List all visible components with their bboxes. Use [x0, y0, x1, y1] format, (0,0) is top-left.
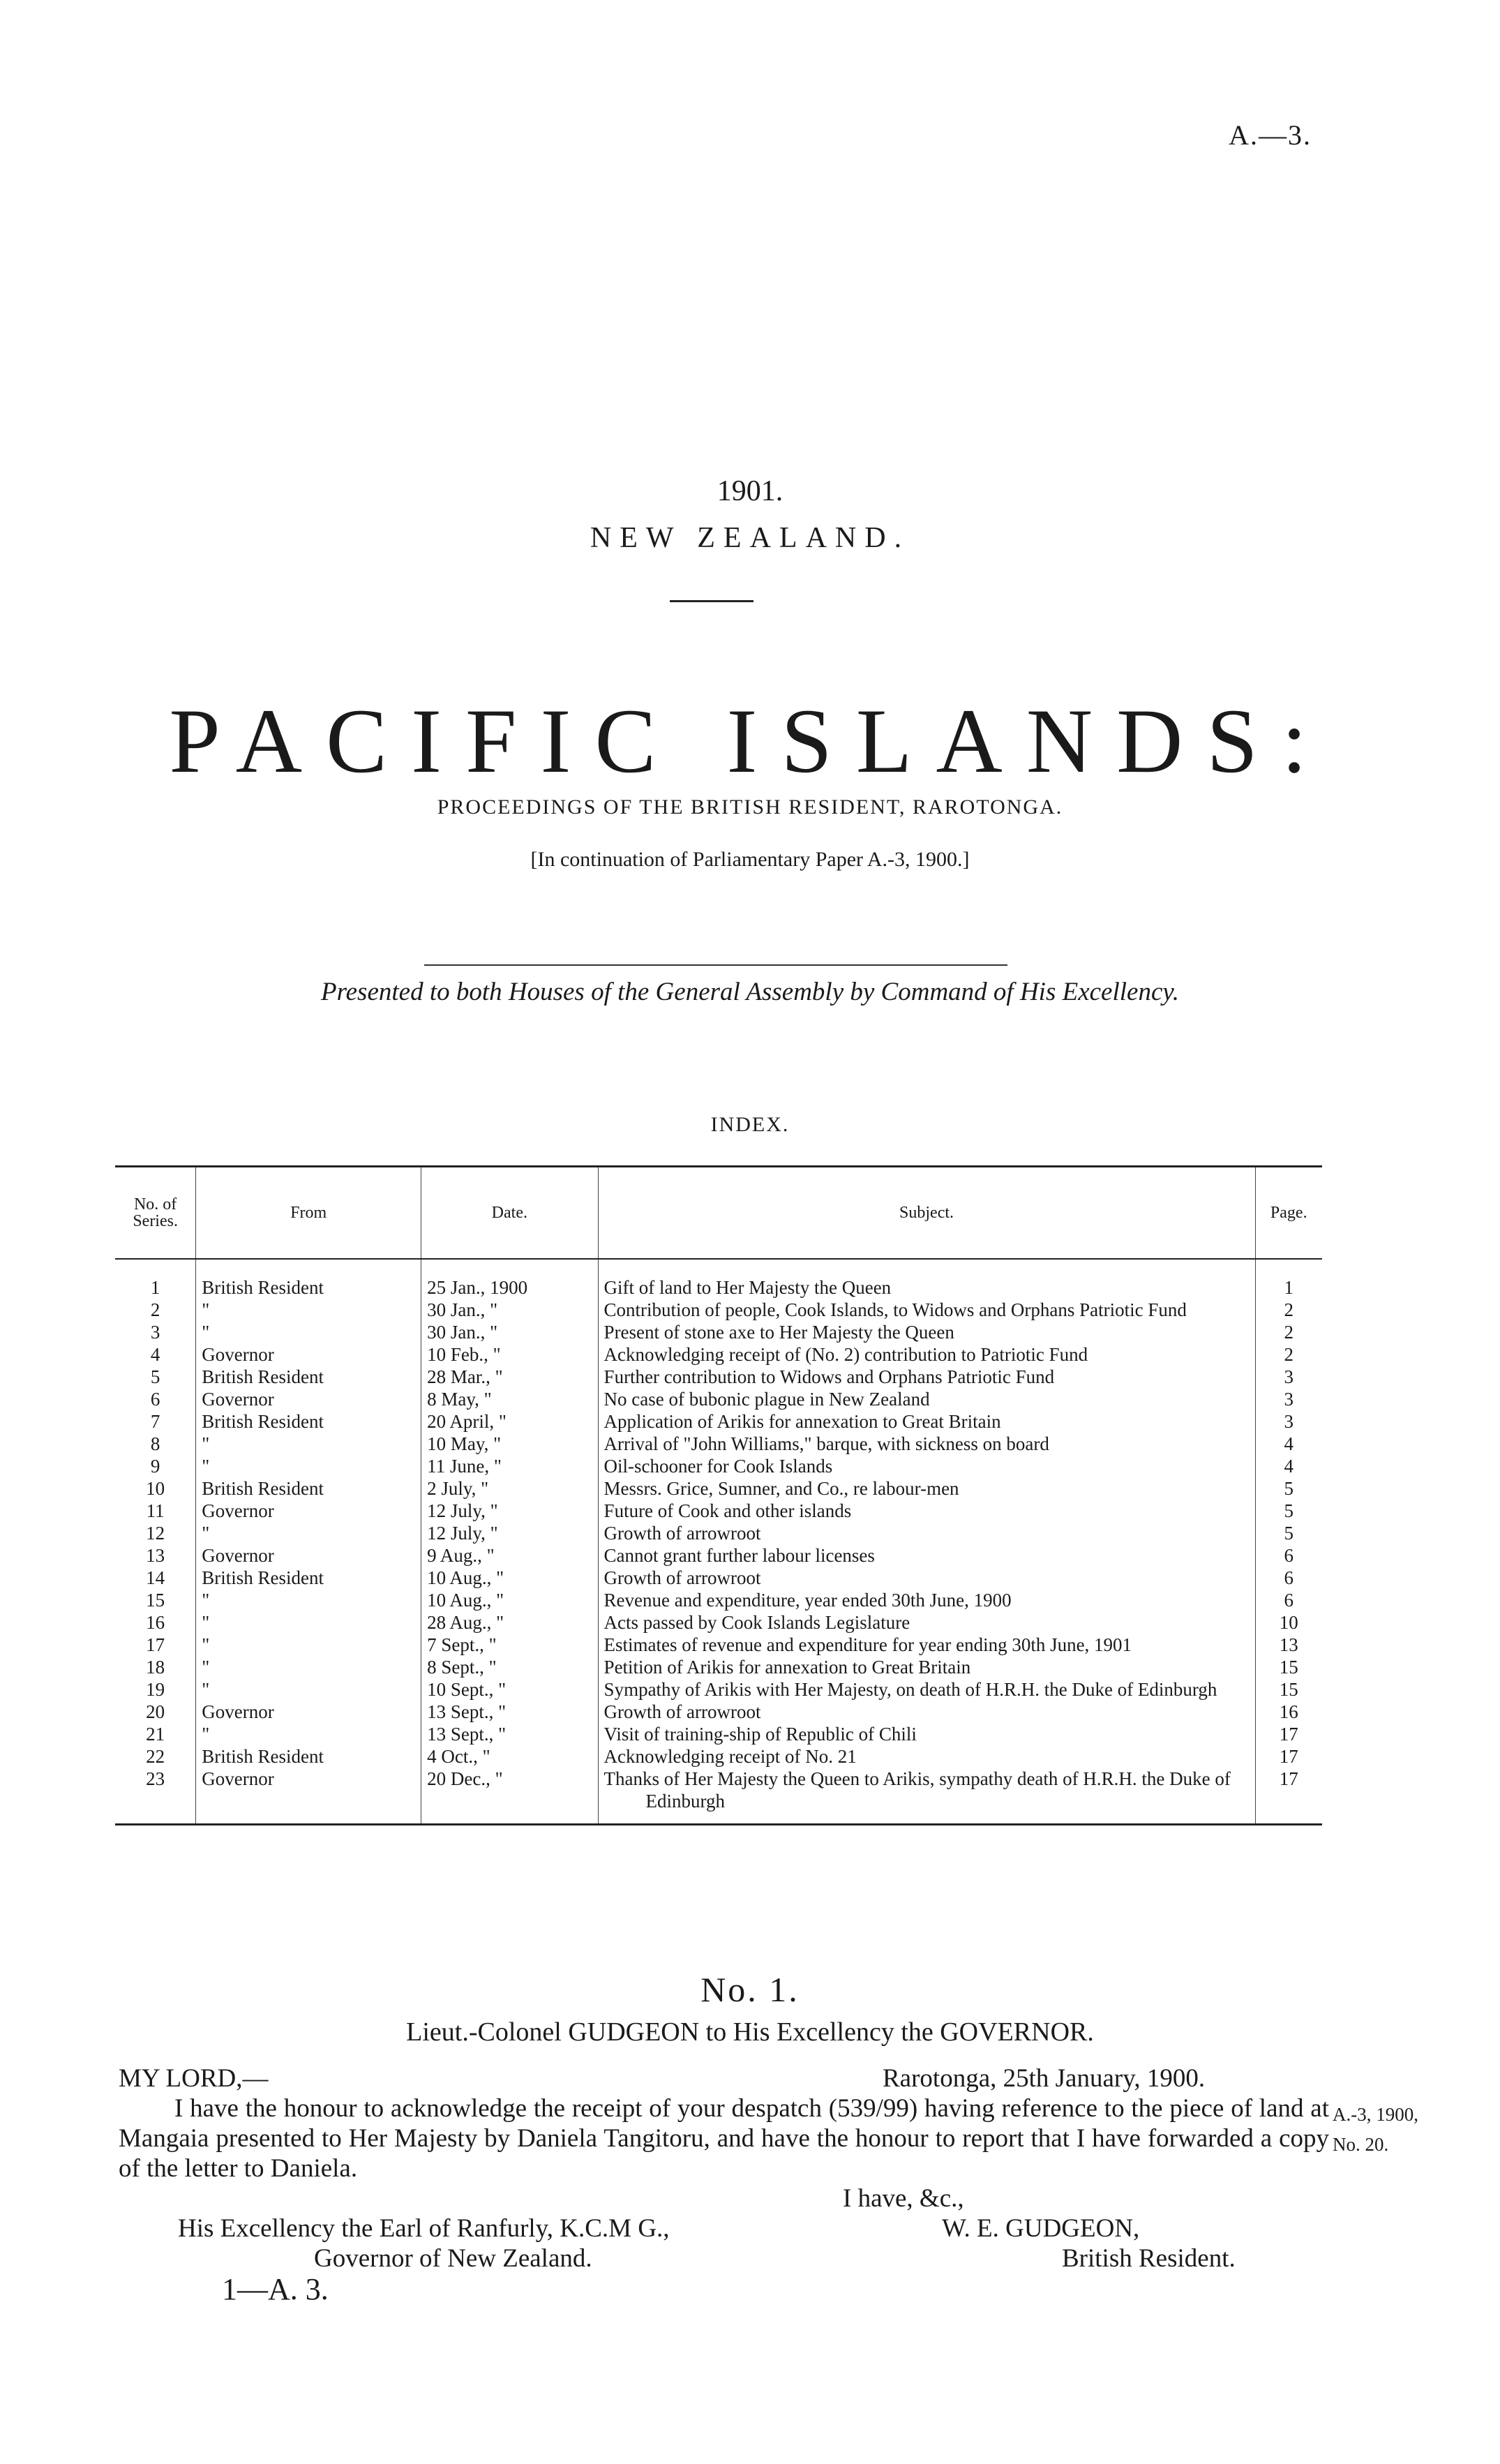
- cell-subject-text: Sympathy of Arikis with Her Majesty, on death of H.R.H. the Duke of Edinburgh: [603, 1679, 1217, 1700]
- cell-subject-text: Acts passed by Cook Islands Legislature: [603, 1612, 910, 1633]
- cell-no-text: 13: [146, 1545, 165, 1566]
- table-row: [115, 1388, 1322, 1410]
- table-row: [115, 1723, 1322, 1745]
- table-header-row: [115, 1167, 1322, 1260]
- cell-page-text: 4: [1284, 1456, 1293, 1477]
- cell-date-text: 8 Sept., ": [427, 1657, 497, 1678]
- cell-page-text: 2: [1284, 1299, 1293, 1320]
- cell-date-text: 2 July, ": [427, 1478, 489, 1499]
- table-row: [115, 1299, 1322, 1321]
- cell-subject: [598, 1522, 1255, 1544]
- cell-subject: [598, 1455, 1255, 1477]
- cell-subject: [598, 1259, 1255, 1299]
- cell-from-text: Governor: [202, 1389, 274, 1410]
- cell-page-text: 6: [1284, 1567, 1293, 1588]
- cell-page: [1255, 1366, 1322, 1388]
- letter-body: I have the honour to acknowledge the receipt of your despatch (539/99) having reference to the piece of land at Mangaia presented to Her Majesty by Daniela Tangitoru, and have the honour to report that I have forwarded a copy of the letter to Daniela.: [119, 2094, 1329, 2183]
- cell-page-text: 17: [1279, 1768, 1298, 1789]
- cell-page: [1255, 1455, 1322, 1477]
- cell-no-text: 11: [146, 1500, 165, 1521]
- index-table-body: [115, 1259, 1322, 1825]
- cell-subject: [598, 1768, 1255, 1825]
- column-header-page: Page.: [1255, 1167, 1322, 1260]
- divider: [424, 964, 1007, 966]
- cell-subject: [598, 1745, 1255, 1768]
- cell-no-text: 7: [150, 1411, 160, 1432]
- signature: W. E. GUDGEON,: [942, 2214, 1140, 2243]
- cell-subject-text: No case of bubonic plague in New Zealand: [603, 1389, 930, 1410]
- cell-from-text: British Resident: [202, 1277, 324, 1298]
- cell-page-text: 3: [1284, 1411, 1293, 1432]
- cell-subject-text: Visit of training-ship of Republic of Chili: [603, 1724, 917, 1745]
- cell-date-text: 30 Jan., ": [427, 1299, 498, 1320]
- year: 1901.: [717, 475, 783, 507]
- cell-date-text: 4 Oct., ": [427, 1746, 490, 1767]
- cell-date: [421, 1477, 598, 1500]
- cell-from: [196, 1388, 421, 1410]
- table-row: [115, 1656, 1322, 1678]
- cell-from-text: Governor: [202, 1701, 274, 1722]
- cell-from-text: British Resident: [202, 1567, 324, 1588]
- index-table: [115, 1165, 1322, 1825]
- cell-subject-text: Acknowledging receipt of (No. 2) contribution to Patriotic Fund: [603, 1344, 1088, 1365]
- cell-subject: [598, 1611, 1255, 1634]
- cell-date-text: 11 June, ": [427, 1456, 502, 1477]
- cell-date: [421, 1678, 598, 1701]
- cell-no-text: 16: [146, 1612, 165, 1633]
- table-row: [115, 1678, 1322, 1701]
- cell-no: [115, 1343, 196, 1366]
- letter-closing: I have, &c.,: [843, 2184, 964, 2213]
- letter-number: No. 1.: [700, 1970, 800, 2009]
- cell-subject-text: Estimates of revenue and expenditure for year ending 30th June, 1901: [603, 1634, 1132, 1655]
- cell-page-text: 3: [1284, 1389, 1293, 1410]
- cell-subject: [598, 1589, 1255, 1611]
- cell-subject-text: Messrs. Grice, Sumner, and Co., re labour-men: [603, 1478, 959, 1499]
- cell-page: [1255, 1321, 1322, 1343]
- cell-date-text: 30 Jan., ": [427, 1322, 498, 1343]
- table-row: [115, 1701, 1322, 1723]
- cell-page: [1255, 1343, 1322, 1366]
- cell-no-text: 20: [146, 1701, 165, 1722]
- cell-from: [196, 1634, 421, 1656]
- cell-subject: [598, 1678, 1255, 1701]
- cell-date-text: 10 Aug., ": [427, 1567, 504, 1588]
- cell-page-text: 3: [1284, 1366, 1293, 1387]
- cell-no-text: 1: [150, 1277, 160, 1298]
- table-row: [115, 1768, 1322, 1825]
- table-row: [115, 1366, 1322, 1388]
- cell-date-text: 13 Sept., ": [427, 1724, 507, 1745]
- cell-from: [196, 1678, 421, 1701]
- cell-subject-text: Revenue and expenditure, year ended 30th June, 1900: [603, 1590, 1012, 1611]
- cell-no-text: 5: [150, 1366, 160, 1387]
- cell-from: [196, 1567, 421, 1589]
- cell-date: [421, 1366, 598, 1388]
- cell-from: [196, 1701, 421, 1723]
- cell-subject-text: Cannot grant further labour licenses: [603, 1545, 875, 1566]
- cell-date: [421, 1701, 598, 1723]
- cell-subject: [598, 1701, 1255, 1723]
- cell-from: [196, 1259, 421, 1299]
- table-row: [115, 1455, 1322, 1477]
- cell-page-text: 6: [1284, 1545, 1293, 1566]
- cell-subject: [598, 1366, 1255, 1388]
- cell-page-text: 1: [1284, 1277, 1293, 1298]
- cell-from-text: ": [202, 1634, 210, 1655]
- cell-date: [421, 1455, 598, 1477]
- cell-from: [196, 1321, 421, 1343]
- cell-page-text: 16: [1279, 1701, 1298, 1722]
- cell-no: [115, 1656, 196, 1678]
- cell-page: [1255, 1745, 1322, 1768]
- cell-date: [421, 1723, 598, 1745]
- cell-date-text: 13 Sept., ": [427, 1701, 507, 1722]
- cell-date-text: 10 May, ": [427, 1433, 502, 1454]
- cell-from-text: ": [202, 1523, 210, 1544]
- cell-page-text: 13: [1279, 1634, 1298, 1655]
- cell-page: [1255, 1544, 1322, 1567]
- cell-no: [115, 1500, 196, 1522]
- country-heading: NEW ZEALAND.: [590, 522, 910, 554]
- cell-no-text: 15: [146, 1590, 165, 1611]
- divider: [670, 600, 753, 602]
- cell-page: [1255, 1500, 1322, 1522]
- cell-page: [1255, 1678, 1322, 1701]
- cell-from: [196, 1544, 421, 1567]
- cell-date-text: 12 July, ": [427, 1523, 498, 1544]
- cell-date: [421, 1656, 598, 1678]
- cell-no: [115, 1433, 196, 1455]
- cell-from-text: ": [202, 1456, 210, 1477]
- cell-page-text: 10: [1279, 1612, 1298, 1633]
- table-row: [115, 1321, 1322, 1343]
- cell-date-text: 10 Feb., ": [427, 1344, 501, 1365]
- cell-subject-text: Application of Arikis for annexation to Great Britain: [603, 1411, 1001, 1432]
- cell-no: [115, 1455, 196, 1477]
- cell-subject-text: Growth of arrowroot: [603, 1567, 761, 1588]
- table-row: [115, 1259, 1322, 1299]
- cell-date-text: 28 Mar., ": [427, 1366, 503, 1387]
- cell-subject: [598, 1567, 1255, 1589]
- cell-from-text: British Resident: [202, 1478, 324, 1499]
- cell-subject-text: Thanks of Her Majesty the Queen to Arikis, sympathy death of H.R.H. the Duke of Edinburgh: [603, 1768, 1231, 1812]
- table-row: [115, 1477, 1322, 1500]
- column-header-date: Date.: [421, 1167, 598, 1260]
- cell-page: [1255, 1299, 1322, 1321]
- cell-from-text: ": [202, 1322, 210, 1343]
- cell-page: [1255, 1723, 1322, 1745]
- margin-reference: [1333, 2100, 1418, 2160]
- cell-date-text: 9 Aug., ": [427, 1545, 495, 1566]
- cell-page-text: 2: [1284, 1344, 1293, 1365]
- cell-date-text: 8 May, ": [427, 1389, 492, 1410]
- cell-no-text: 12: [146, 1523, 165, 1544]
- cell-date: [421, 1410, 598, 1433]
- cell-from: [196, 1611, 421, 1634]
- addressee-line-2: Governor of New Zealand.: [314, 2244, 592, 2273]
- column-header-no: No. of Series.: [115, 1167, 196, 1260]
- cell-subject-text: Acknowledging receipt of No. 21: [603, 1746, 857, 1767]
- cell-no: [115, 1589, 196, 1611]
- cell-date: [421, 1259, 598, 1299]
- cell-date: [421, 1343, 598, 1366]
- cell-subject-text: Future of Cook and other islands: [603, 1500, 852, 1521]
- cell-date: [421, 1321, 598, 1343]
- cell-from: [196, 1522, 421, 1544]
- index-heading: INDEX.: [710, 1113, 790, 1136]
- document-subtitle: PROCEEDINGS OF THE BRITISH RESIDENT, RAROTONGA.: [437, 796, 1063, 819]
- cell-subject: [598, 1388, 1255, 1410]
- cell-from-text: Governor: [202, 1344, 274, 1365]
- cell-date-text: 10 Aug., ": [427, 1590, 504, 1611]
- cell-page: [1255, 1477, 1322, 1500]
- cell-from: [196, 1343, 421, 1366]
- cell-subject: [598, 1343, 1255, 1366]
- cell-page-text: 4: [1284, 1433, 1293, 1454]
- cell-from: [196, 1433, 421, 1455]
- cell-no-text: 17: [146, 1634, 165, 1655]
- cell-subject-text: Oil-schooner for Cook Islands: [603, 1456, 833, 1477]
- cell-subject: [598, 1656, 1255, 1678]
- cell-subject: [598, 1544, 1255, 1567]
- paper-code: A.—3.: [1229, 119, 1312, 151]
- table-row: [115, 1589, 1322, 1611]
- cell-no-text: 6: [150, 1389, 160, 1410]
- place-date: Rarotonga, 25th January, 1900.: [883, 2064, 1206, 2093]
- cell-page: [1255, 1410, 1322, 1433]
- cell-no: [115, 1701, 196, 1723]
- cell-page: [1255, 1611, 1322, 1634]
- cell-from-text: ": [202, 1612, 210, 1633]
- cell-page-text: 6: [1284, 1590, 1293, 1611]
- cell-page: [1255, 1634, 1322, 1656]
- table-row: [115, 1522, 1322, 1544]
- cell-date: [421, 1768, 598, 1825]
- cell-no-text: 8: [150, 1433, 160, 1454]
- cell-date: [421, 1500, 598, 1522]
- document-title: PACIFIC ISLANDS:: [169, 689, 1331, 792]
- cell-from-text: ": [202, 1299, 210, 1320]
- cell-from-text: Governor: [202, 1500, 274, 1521]
- table-row: [115, 1745, 1322, 1768]
- cell-subject: [598, 1723, 1255, 1745]
- cell-subject-text: Gift of land to Her Majesty the Queen: [603, 1277, 892, 1298]
- cell-date: [421, 1634, 598, 1656]
- cell-page: [1255, 1656, 1322, 1678]
- cell-from: [196, 1366, 421, 1388]
- cell-subject: [598, 1433, 1255, 1455]
- cell-from-text: British Resident: [202, 1366, 324, 1387]
- table-row: [115, 1544, 1322, 1567]
- cell-from-text: ": [202, 1724, 210, 1745]
- cell-from-text: British Resident: [202, 1746, 324, 1767]
- cell-no-text: 2: [150, 1299, 160, 1320]
- cell-page: [1255, 1522, 1322, 1544]
- cell-page: [1255, 1388, 1322, 1410]
- cell-no-text: 21: [146, 1724, 165, 1745]
- cell-subject: [598, 1321, 1255, 1343]
- cell-no: [115, 1678, 196, 1701]
- footer-page-ref: 1—A. 3.: [222, 2272, 329, 2306]
- cell-from: [196, 1723, 421, 1745]
- cell-from: [196, 1455, 421, 1477]
- cell-date-text: 10 Sept., ": [427, 1679, 507, 1700]
- cell-date-text: 12 July, ": [427, 1500, 498, 1521]
- cell-no-text: 3: [150, 1322, 160, 1343]
- presented-line: Presented to both Houses of the General Assembly by Command of His Excellency.: [321, 978, 1179, 1006]
- cell-from-text: ": [202, 1433, 210, 1454]
- table-row: [115, 1634, 1322, 1656]
- cell-date: [421, 1388, 598, 1410]
- table-row: [115, 1343, 1322, 1366]
- cell-subject-text: Further contribution to Widows and Orphans Patriotic Fund: [603, 1366, 1055, 1387]
- cell-from: [196, 1656, 421, 1678]
- cell-date: [421, 1544, 598, 1567]
- margin-reference-2: No. 20.: [1333, 2134, 1389, 2155]
- cell-no: [115, 1723, 196, 1745]
- cell-from-text: ": [202, 1679, 210, 1700]
- cell-date-text: 7 Sept., ": [427, 1634, 497, 1655]
- cell-from: [196, 1768, 421, 1825]
- margin-reference-1: A.-3, 1900,: [1333, 2104, 1418, 2125]
- cell-date: [421, 1611, 598, 1634]
- table-row: [115, 1567, 1322, 1589]
- cell-date: [421, 1745, 598, 1768]
- cell-subject: [598, 1299, 1255, 1321]
- cell-no-text: 14: [146, 1567, 165, 1588]
- cell-no: [115, 1745, 196, 1768]
- addressee-line-1: His Excellency the Earl of Ranfurly, K.C.M G.,: [178, 2214, 670, 2243]
- cell-page-text: 15: [1279, 1679, 1298, 1700]
- cell-no: [115, 1634, 196, 1656]
- table-row: [115, 1433, 1322, 1455]
- cell-subject: [598, 1410, 1255, 1433]
- cell-subject-text: Growth of arrowroot: [603, 1701, 761, 1722]
- cell-page: [1255, 1589, 1322, 1611]
- cell-subject-text: Present of stone axe to Her Majesty the Queen: [603, 1322, 954, 1343]
- cell-page: [1255, 1433, 1322, 1455]
- cell-date-text: 20 Dec., ": [427, 1768, 503, 1789]
- cell-no: [115, 1768, 196, 1825]
- cell-no: [115, 1611, 196, 1634]
- cell-no-text: 10: [146, 1478, 165, 1499]
- cell-no-text: 4: [150, 1344, 160, 1365]
- cell-subject: [598, 1634, 1255, 1656]
- cell-date: [421, 1433, 598, 1455]
- cell-no-text: 23: [146, 1768, 165, 1789]
- cell-subject-text: Contribution of people, Cook Islands, to Widows and Orphans Patriotic Fund: [603, 1299, 1187, 1320]
- cell-no-text: 9: [150, 1456, 160, 1477]
- cell-from: [196, 1745, 421, 1768]
- signature-role: British Resident.: [1062, 2244, 1236, 2273]
- cell-no: [115, 1321, 196, 1343]
- cell-from: [196, 1477, 421, 1500]
- cell-date: [421, 1522, 598, 1544]
- cell-page: [1255, 1259, 1322, 1299]
- cell-from: [196, 1500, 421, 1522]
- cell-from-text: ": [202, 1590, 210, 1611]
- cell-date: [421, 1589, 598, 1611]
- cell-page-text: 5: [1284, 1500, 1293, 1521]
- cell-from: [196, 1589, 421, 1611]
- cell-no: [115, 1522, 196, 1544]
- cell-from: [196, 1299, 421, 1321]
- cell-page: [1255, 1768, 1322, 1825]
- cell-from-text: ": [202, 1657, 210, 1678]
- cell-subject-text: Arrival of "John Williams," barque, with sickness on board: [603, 1433, 1049, 1454]
- table-row: [115, 1611, 1322, 1634]
- cell-no: [115, 1410, 196, 1433]
- cell-from-text: British Resident: [202, 1411, 324, 1432]
- cell-no: [115, 1544, 196, 1567]
- letter-heading: Lieut.-Colonel GUDGEON to His Excellency the GOVERNOR.: [406, 2017, 1094, 2047]
- cell-page-text: 5: [1284, 1478, 1293, 1499]
- cell-from: [196, 1410, 421, 1433]
- cell-no: [115, 1366, 196, 1388]
- cell-page-text: 17: [1279, 1746, 1298, 1767]
- cell-date-text: 25 Jan., 1900: [427, 1277, 528, 1298]
- cell-page-text: 5: [1284, 1523, 1293, 1544]
- cell-subject-text: Petition of Arikis for annexation to Great Britain: [603, 1657, 971, 1678]
- cell-subject: [598, 1477, 1255, 1500]
- cell-page: [1255, 1701, 1322, 1723]
- cell-no: [115, 1299, 196, 1321]
- cell-page: [1255, 1567, 1322, 1589]
- cell-no-text: 19: [146, 1679, 165, 1700]
- cell-no: [115, 1259, 196, 1299]
- cell-no-text: 18: [146, 1657, 165, 1678]
- column-header-subject: Subject.: [598, 1167, 1255, 1260]
- cell-date-text: 28 Aug., ": [427, 1612, 504, 1633]
- cell-no-text: 22: [146, 1746, 165, 1767]
- cell-date-text: 20 April, ": [427, 1411, 507, 1432]
- cell-page-text: 15: [1279, 1657, 1298, 1678]
- cell-page-text: 17: [1279, 1724, 1298, 1745]
- cell-no: [115, 1388, 196, 1410]
- cell-date: [421, 1567, 598, 1589]
- column-header-from: From: [196, 1167, 421, 1260]
- cell-subject-text: Growth of arrowroot: [603, 1523, 761, 1544]
- cell-from-text: Governor: [202, 1768, 274, 1789]
- table-row: [115, 1410, 1322, 1433]
- cell-subject: [598, 1500, 1255, 1522]
- salutation: MY LORD,—: [119, 2064, 269, 2093]
- table-row: [115, 1500, 1322, 1522]
- cell-page-text: 2: [1284, 1322, 1293, 1343]
- cell-date: [421, 1299, 598, 1321]
- continuation-note: [In continuation of Parliamentary Paper A.-3, 1900.]: [530, 848, 970, 871]
- cell-no: [115, 1477, 196, 1500]
- cell-from-text: Governor: [202, 1545, 274, 1566]
- cell-no: [115, 1567, 196, 1589]
